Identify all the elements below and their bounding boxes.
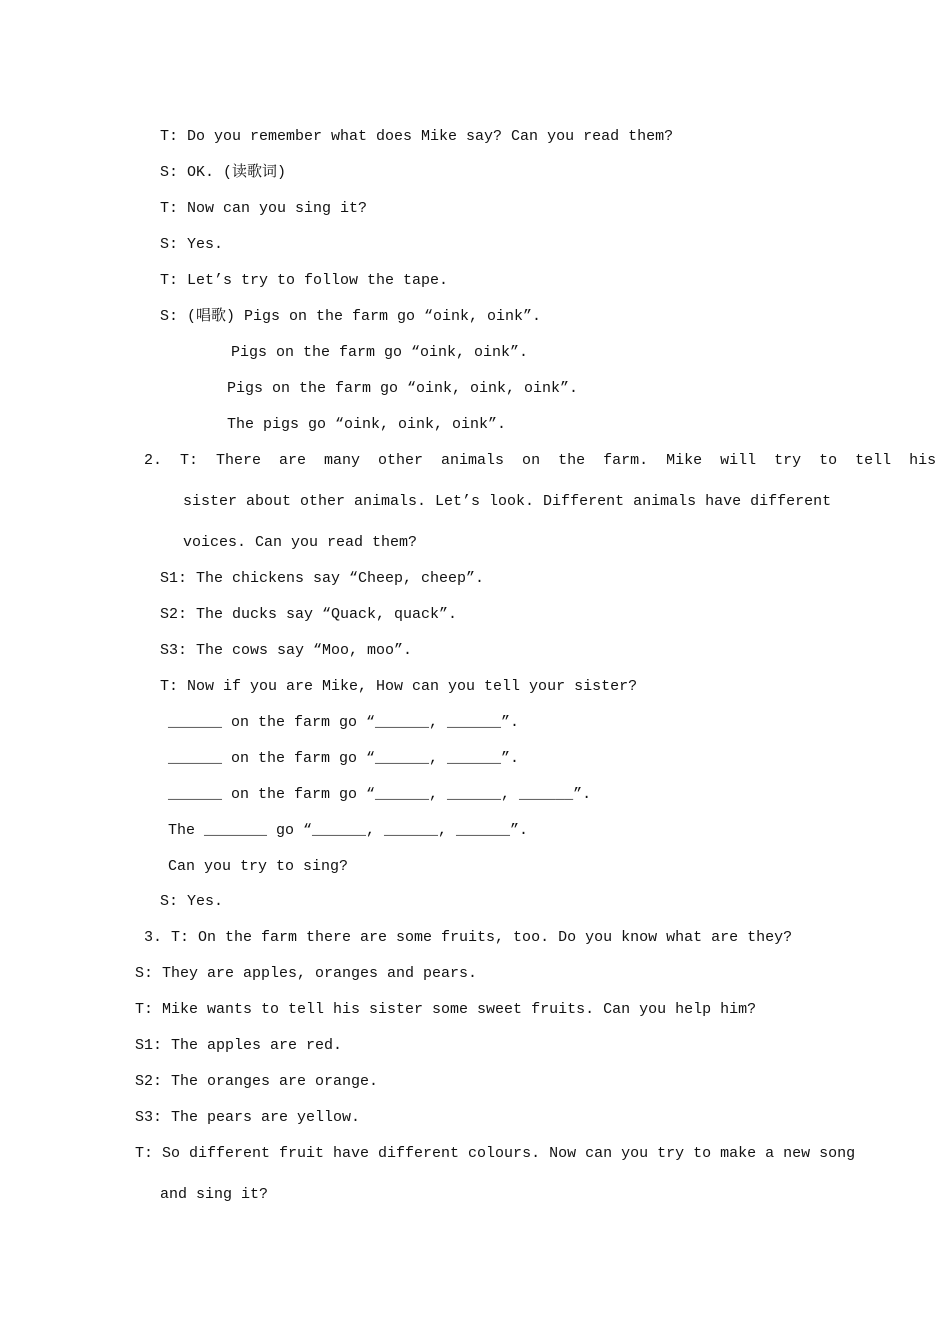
- text-line: T: Let’s try to follow the tape.: [160, 272, 449, 289]
- text-line: and sing it?: [160, 1186, 269, 1203]
- text-line: T: Now if you are Mike, How can you tell your sister?: [160, 678, 638, 695]
- fill-blank-line: ______ on the farm go “______, ______”.: [168, 714, 520, 731]
- fill-blank-line: ______ on the farm go “______, ______”.: [168, 750, 520, 767]
- text-line: S1: The apples are red.: [135, 1037, 343, 1054]
- text-line: S: Yes.: [160, 236, 224, 253]
- text-line: 3. T: On the farm there are some fruits, too. Do you know what are they?: [144, 929, 793, 946]
- text-line: T: Do you remember what does Mike say? Can you read them?: [160, 128, 674, 145]
- text-line: S3: The pears are yellow.: [135, 1109, 361, 1126]
- text-line: S: OK. (读歌词): [160, 164, 287, 181]
- text-line: S1: The chickens say “Cheep, cheep”.: [160, 570, 485, 587]
- song-line: Pigs on the farm go “oink, oink, oink”.: [227, 380, 579, 397]
- text-line: T: Now can you sing it?: [160, 200, 368, 217]
- text-line: sister about other animals. Let’s look. Different animals have different: [183, 493, 832, 510]
- song-line: Pigs on the farm go “oink, oink”.: [231, 344, 529, 361]
- text-line: S2: The ducks say “Quack, quack”.: [160, 606, 458, 623]
- text-line: S: They are apples, oranges and pears.: [135, 965, 478, 982]
- text-line: 2. T: There are many other animals on the farm. Mike will try to tell his: [144, 452, 937, 469]
- text-line: voices. Can you read them?: [183, 534, 418, 551]
- text-line: S: Yes.: [160, 893, 224, 910]
- text-line: Can you try to sing?: [168, 858, 349, 875]
- song-line: The pigs go “oink, oink, oink”.: [227, 416, 507, 433]
- text-line: T: Mike wants to tell his sister some sweet fruits. Can you help him?: [135, 1001, 757, 1018]
- text-line: S3: The cows say “Moo, moo”.: [160, 642, 413, 659]
- fill-blank-line: The _______ go “______, ______, ______”.: [168, 822, 529, 839]
- text-line: T: So different fruit have different colours. Now can you try to make a new song: [135, 1145, 856, 1162]
- fill-blank-line: ______ on the farm go “______, ______, ______”.: [168, 786, 592, 803]
- text-line: S2: The oranges are orange.: [135, 1073, 379, 1090]
- text-line: S: (唱歌) Pigs on the farm go “oink, oink”.: [160, 308, 542, 325]
